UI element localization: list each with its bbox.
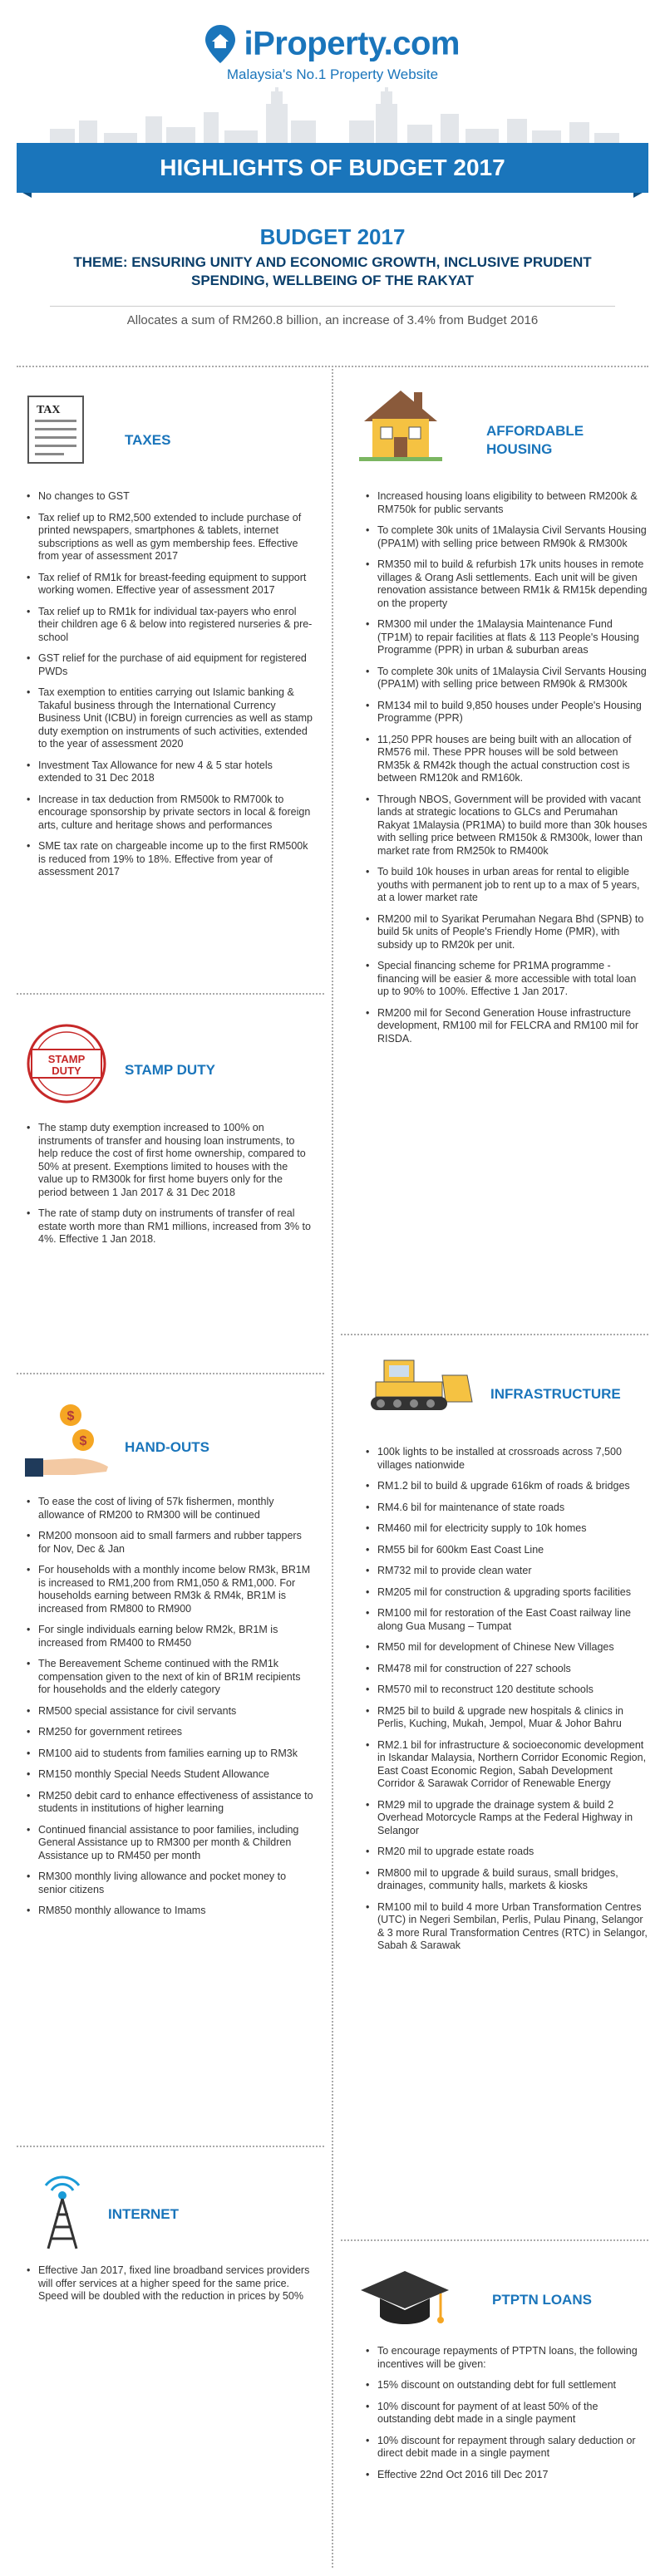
budget-allocation: Allocates a sum of RM260.8 billion, an increase of 3.4% from Budget 2016	[50, 306, 615, 327]
svg-text:$: $	[79, 1434, 87, 1448]
infrastructure-item: • RM25 bil to build & upgrade new hospitals & clinics in Perlis, Kuching, Mukah, Jempol, Muar & Johor Bahru	[366, 1705, 648, 1731]
section-divider	[341, 1334, 648, 1335]
stamp-duty-item: • The stamp duty exemption increased to 100% on instruments of transfer and housing loan instruments, to help reduce the cost of first home ownership, compared to 50% at present. Exemptions limited to houses with the value up to RM300k for first home buyers only for the period between 1 Jan 2017 & 31 Dec 2018	[27, 1122, 313, 1199]
infrastructure-item: • RM2.1 bil for infrastructure & socioeconomic development in Iskandar Malaysia, Northern Corridor Economic Region, East Coast Economic Region, Sabah Development Corridor & Sarawak Corridor of Renewable Energy	[366, 1739, 648, 1791]
ptptn-item: • To encourage repayments of PTPTN loans, the following incentives will be given:	[366, 2345, 648, 2371]
handouts-title: HAND-OUTS	[125, 1439, 209, 1455]
tax-icon-label: TAX	[37, 404, 61, 416]
infrastructure-item: • RM570 mil to reconstruct 120 destitute schools	[366, 1684, 648, 1697]
handout-item: • RM150 monthly Special Needs Student Allowance	[27, 1768, 313, 1782]
infrastructure-item: • RM460 mil for electricity supply to 10k homes	[366, 1522, 648, 1536]
housing-item: • Through NBOS, Government will be provided with vacant lands at strategic locations to GLCs and Perumahan Rakyat 1Malaysia (PR1MA) to build more than 30k houses with selling price between RM150k & RM300k, lower than market rate from RM250k to RM400k	[366, 794, 648, 858]
ptptn-item: • 15% discount on outstanding debt for full settlement	[366, 2379, 648, 2392]
handout-item: • RM850 monthly allowance to Imams	[27, 1905, 313, 1918]
infrastructure-item: • RM205 mil for construction & upgrading sports facilities	[366, 1586, 648, 1600]
tax-item: • Tax relief up to RM1k for individual tax-payers who enrol their children age 6 & below into registered nurseries & pre-school	[27, 606, 313, 645]
housing-item: • 11,250 PPR houses are being built with an allocation of RM576 mil. These PPR houses will be sold between RM35k & RM42k though the actual construction cost is between RM120k and RM160k.	[366, 734, 648, 785]
infrastructure-item: • RM800 mil to upgrade & build suraus, small bridges, drainages, community halls, markets & kiosks	[366, 1867, 648, 1893]
graduation-cap-icon	[359, 2267, 451, 2333]
housing-list	[366, 490, 648, 1054]
stamp-duty-list	[27, 1122, 313, 1255]
hand-coins-icon	[25, 1400, 116, 1483]
internet-list	[27, 2264, 313, 2312]
section-divider	[17, 2146, 324, 2147]
tax-item: • GST relief for the purchase of aid equipment for registered PWDs	[27, 652, 313, 678]
stamp-icon-label-line2: DUTY	[52, 1064, 81, 1077]
infrastructure-item: • RM1.2 bil to build & upgrade 616km of roads & bridges	[366, 1480, 648, 1493]
tagline: Malaysia's No.1 Property Website	[226, 66, 439, 82]
section-divider	[17, 993, 324, 995]
taxes-list	[27, 490, 313, 887]
logo[interactable]	[0, 25, 665, 63]
infrastructure-item: • RM732 mil to provide clean water	[366, 1565, 648, 1578]
ptptn-item: • 10% discount for payment of at least 50% of the outstanding debt made in a single payment	[366, 2401, 648, 2426]
handout-item: • To ease the cost of living of 57k fishermen, monthly allowance of RM200 to RM300 will be continued	[27, 1496, 313, 1522]
ptptn-item: • 10% discount for repayment through salary deduction or direct debit made in a single payment	[366, 2435, 648, 2460]
infrastructure-item: • RM50 mil for development of Chinese New Villages	[366, 1641, 648, 1654]
housing-item: • RM134 mil to build 9,850 houses under People's Housing Programme (PPR)	[366, 700, 648, 725]
infrastructure-item: • RM100 mil to build 4 more Urban Transformation Centres (UTC) in Negeri Sembilan, Perlis, Pulau Pinang, Selangor & 3 more Rural Transformation Centres (RTC) in Selangor, Sabah & Sarawak	[366, 1901, 648, 1953]
handout-item: • Continued financial assistance to poor families, including General Assistance up to RM300 per month & Children Assistance up to RM450 per month	[27, 1824, 313, 1863]
tax-item: • Increase in tax deduction from RM500k to RM700k to encourage sponsorship by private sectors in local & foreign arts, culture and heritage shows and performances	[27, 794, 313, 833]
ptptn-item: • Effective 22nd Oct 2016 till Dec 2017	[366, 2469, 648, 2482]
infrastructure-list	[366, 1446, 648, 1961]
column-divider	[332, 366, 333, 2568]
handout-item: • RM200 monsoon aid to small farmers and rubber tappers for Nov, Dec & Jan	[27, 1530, 313, 1556]
banner-title: HIGHLIGHTS OF BUDGET 2017	[160, 155, 505, 180]
housing-item: • RM300 mil under the 1Malaysia Maintenance Fund (TP1M) to repair facilities at flats & 113 People's Housing Programme (PPR) in urban & suburban areas	[366, 618, 648, 657]
ptptn-list	[366, 2345, 648, 2490]
infrastructure-title: INFRASTRUCTURE	[490, 1386, 621, 1402]
stamp-duty-title: STAMP DUTY	[125, 1062, 215, 1078]
section-divider	[341, 2239, 648, 2241]
housing-item: • To complete 30k units of 1Malaysia Civil Servants Housing (PPA1M) with selling price between RM90k & RM300k	[366, 524, 648, 550]
logo-text: iProperty.com	[244, 25, 460, 62]
house-icon	[359, 384, 442, 463]
infrastructure-item: • RM55 bil for 600km East Coast Line	[366, 1544, 648, 1557]
ptptn-title: PTPTN LOANS	[492, 2292, 592, 2308]
infrastructure-item: • RM478 mil for construction of 227 schools	[366, 1663, 648, 1676]
housing-item: • RM200 mil for Second Generation House infrastructure development, RM100 mil for FELCRA and RM100 mil for RISDA.	[366, 1007, 648, 1046]
stamp-duty-item: • The rate of stamp duty on instruments of transfer of real estate worth more than RM1 millions, increased from 3% to 4%. Effective 1 Jan 2018.	[27, 1207, 313, 1246]
bulldozer-icon	[359, 1350, 475, 1417]
housing-title: AFFORDABLE HOUSING	[486, 423, 584, 457]
infrastructure-item: • 100k lights to be installed at crossroads across 7,500 villages nationwide	[366, 1446, 648, 1472]
antenna-tower-icon	[33, 2169, 91, 2252]
stamp-icon-label-line1: STAMP	[47, 1053, 86, 1065]
infrastructure-item: • RM29 mil to upgrade the drainage system & build 2 Overhead Motorcycle Ramps at the Federal Highway in Selangor	[366, 1799, 648, 1838]
housing-item: • RM200 mil to Syarikat Perumahan Negara Bhd (SPNB) to build 5k units of People's Friendly Home (PMR), with subsidy up to RM20k per unit.	[366, 913, 648, 952]
svg-text:$: $	[66, 1409, 75, 1423]
tax-item: • Investment Tax Allowance for new 4 & 5 star hotels extended to 31 Dec 2018	[27, 760, 313, 785]
handout-item: • RM100 aid to students from families earning up to RM3k	[27, 1748, 313, 1761]
housing-item: • To complete 30k units of 1Malaysia Civil Servants Housing (PPA1M) with selling price between RM90k & RM300k	[366, 666, 648, 691]
handout-item: • For single individuals earning below RM2k, BR1M is increased from RM400 to RM450	[27, 1624, 313, 1649]
handout-item: • RM250 for government retirees	[27, 1726, 313, 1739]
handout-item: • The Bereavement Scheme continued with the RM1k compensation given to the next of kin of BR1M recipients for households and the elderly category	[27, 1658, 313, 1697]
tax-item: • Tax exemption to entities carrying out Islamic banking & Takaful business through the International Currency Business Unit (ICBU) in foreign currencies as well as stamp duty exemption on instruments of such activities, extended to the year of assessment 2020	[27, 686, 313, 751]
budget-title: BUDGET 2017	[259, 224, 406, 249]
handout-item: • RM300 monthly living allowance and pocket money to senior citizens	[27, 1871, 313, 1896]
header	[0, 0, 665, 224]
section-divider	[17, 1373, 324, 1374]
handouts-list	[27, 1496, 313, 1926]
location-pin-icon	[205, 25, 235, 63]
stamp-duty-icon	[25, 1022, 108, 1105]
internet-item: • Effective Jan 2017, fixed line broadband services providers will offer services at a higher speed for the same price. Speed will be doubled with the reduction in prices by 50%	[27, 2264, 313, 2303]
handout-item: • RM500 special assistance for civil servants	[27, 1705, 313, 1718]
housing-item: • Special financing scheme for PR1MA programme - financing will be easier & more accessible with total loan up to 90% to 100%. Effective 1 Jan 2017.	[366, 960, 648, 999]
handout-item: • RM250 debit card to enhance effectiveness of assistance to students in institutions of higher learning	[27, 1790, 313, 1816]
housing-item: • Increased housing loans eligibility to between RM200k & RM750k for public servants	[366, 490, 648, 516]
tax-item: • Tax relief up to RM2,500 extended to include purchase of printed newspapers, smartphones & tablets, internet subscriptions as well as gym membership fees. Effective from year of assessment 2017	[27, 512, 313, 563]
tax-item: • No changes to GST	[27, 490, 313, 504]
infrastructure-item: • RM4.6 bil for maintenance of state roads	[366, 1502, 648, 1515]
housing-item: • RM350 mil to build & refurbish 17k units houses in remote villages & Orang Asli settlements. Each unit will be given renovation assistance between RM1k & RM15k depending on the property	[366, 558, 648, 610]
tax-item: • Tax relief of RM1k for breast-feeding equipment to support working women. Effective year of assessment 2017	[27, 572, 313, 597]
handout-item: • For households with a monthly income below RM3k, BR1M is increased to RM1,200 from RM1,050 & RM1,000. For households earning between RM3k & RM4k, BR1M is increased from RM800 to RM900	[27, 1564, 313, 1615]
budget-theme: THEME: ENSURING UNITY AND ECONOMIC GROWTH, INCLUSIVE PRUDENT SPENDING, WELLBEING OF THE RAKYAT	[73, 254, 592, 288]
tax-item: • SME tax rate on chargeable income up to the first RM500k is reduced from 19% to 18%. Effective from year of assessment 2017	[27, 840, 313, 879]
tax-document-icon	[27, 395, 86, 465]
internet-title: INTERNET	[108, 2206, 179, 2222]
infrastructure-item: • RM20 mil to upgrade estate roads	[366, 1846, 648, 1859]
housing-item: • To build 10k houses in urban areas for rental to eligible youths with permanent job to rent up to a max of 5 years, at a lower market rate	[366, 866, 648, 905]
taxes-title: TAXES	[125, 432, 171, 448]
infrastructure-item: • RM100 mil for restoration of the East Coast railway line along Gua Musang – Tumpat	[366, 1607, 648, 1633]
